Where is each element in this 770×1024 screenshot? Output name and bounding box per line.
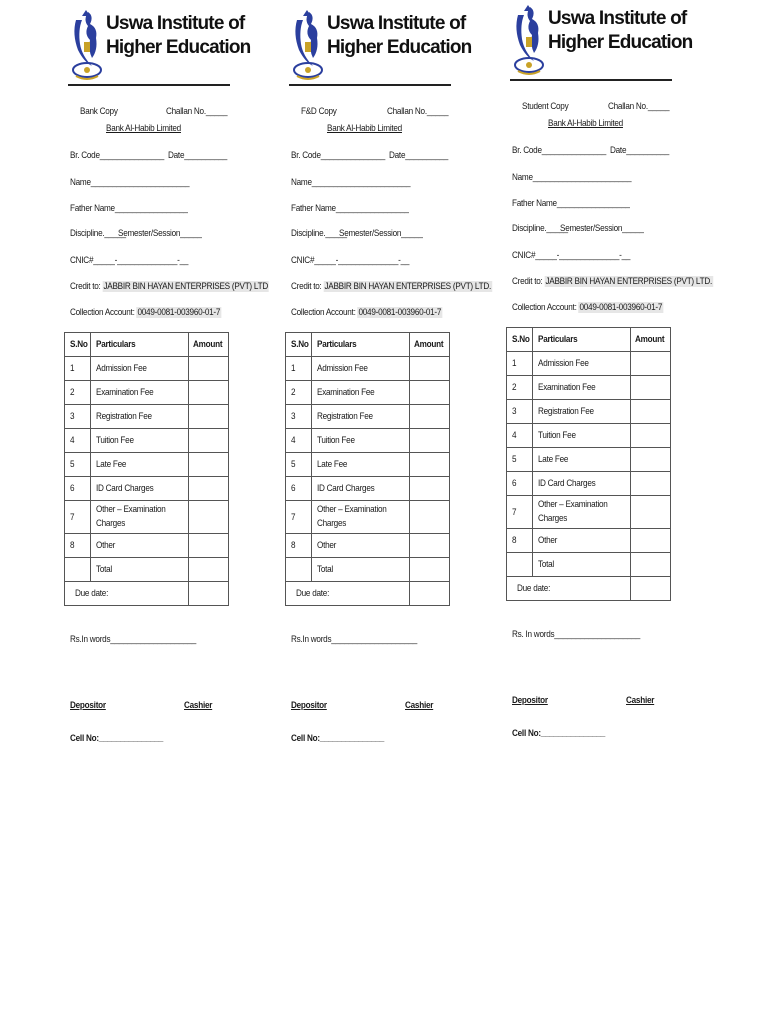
row-amount-cell[interactable] bbox=[631, 400, 670, 424]
credit-value: JABBIR BIN HAYAN ENTERPRISES (PVT) LTD. bbox=[324, 281, 491, 292]
due-date-amount-cell bbox=[631, 577, 670, 601]
row-particular bbox=[533, 376, 631, 400]
bank-name: Bank Al-Habib Limited bbox=[548, 118, 623, 129]
total-label bbox=[91, 558, 189, 582]
fee-table bbox=[64, 332, 229, 606]
row-amount-cell[interactable] bbox=[189, 477, 228, 501]
table-row bbox=[65, 405, 229, 429]
row-particular bbox=[533, 352, 631, 376]
due-date-row bbox=[507, 577, 671, 601]
row-particular-text: Admission Fee bbox=[317, 363, 369, 374]
row-sno bbox=[65, 429, 91, 453]
row-sno-text: 8 bbox=[70, 540, 75, 551]
cnic-field: CNIC#_____-______________-__ bbox=[70, 255, 189, 266]
amount-in-words: Rs. In words____________________ bbox=[512, 629, 641, 640]
institute-emblem-icon bbox=[510, 1, 548, 77]
table-row bbox=[507, 472, 671, 496]
row-sno-text: 1 bbox=[70, 363, 75, 374]
row-sno-text: 8 bbox=[291, 540, 296, 551]
due-date-label: Due date: bbox=[75, 588, 109, 599]
total-row bbox=[507, 553, 671, 577]
row-amount-cell[interactable] bbox=[189, 501, 228, 534]
institute-logo bbox=[68, 6, 251, 82]
credit-value: JABBIR BIN HAYAN ENTERPRISES (PVT) LTD bbox=[103, 281, 268, 292]
row-sno bbox=[65, 501, 91, 534]
challan-number: Challan No._____ bbox=[166, 106, 228, 117]
total-amount-cell[interactable] bbox=[410, 558, 449, 582]
semester-field: Semester/Session_____ bbox=[339, 228, 423, 239]
row-particular-text: ID Card Charges bbox=[96, 483, 154, 494]
row-particular bbox=[533, 472, 631, 496]
row-particular-text: Other – Examination Charges bbox=[538, 499, 609, 524]
table-row bbox=[507, 448, 671, 472]
row-particular-text: Late Fee bbox=[96, 459, 127, 470]
row-particular bbox=[312, 429, 410, 453]
due-date-amount-cell bbox=[410, 582, 449, 606]
header-amount-text: Amount bbox=[193, 339, 223, 350]
row-particular-text: Registration Fee bbox=[317, 411, 374, 422]
row-particular-text: Examination Fee bbox=[538, 382, 596, 393]
row-sno-text: 4 bbox=[291, 435, 296, 446]
row-amount-cell[interactable] bbox=[410, 429, 449, 453]
due-date-cell bbox=[286, 582, 410, 606]
header-amount bbox=[189, 333, 228, 357]
row-sno-text: 7 bbox=[291, 511, 296, 523]
amount-in-words: Rs.In words____________________ bbox=[70, 634, 197, 645]
discipline-field: Discipline._____ bbox=[291, 228, 347, 239]
row-particular-text: Other bbox=[538, 535, 558, 546]
row-sno bbox=[286, 405, 312, 429]
row-amount-cell[interactable] bbox=[189, 429, 228, 453]
row-sno bbox=[286, 501, 312, 534]
header-sno-text: S.No bbox=[291, 339, 309, 350]
row-sno bbox=[286, 453, 312, 477]
institute-name-line2: Higher Education bbox=[327, 37, 472, 58]
row-amount-cell[interactable] bbox=[631, 472, 670, 496]
credit-to bbox=[291, 281, 492, 292]
row-sno bbox=[65, 534, 91, 558]
row-particular bbox=[312, 405, 410, 429]
total-label-text: Total bbox=[317, 564, 334, 575]
row-particular bbox=[533, 529, 631, 553]
row-particular bbox=[533, 400, 631, 424]
header-sno bbox=[507, 328, 533, 352]
row-sno bbox=[65, 453, 91, 477]
row-particular-text: Registration Fee bbox=[96, 411, 153, 422]
table-row bbox=[286, 429, 450, 453]
row-amount-cell[interactable] bbox=[410, 501, 449, 534]
credit-to bbox=[512, 276, 713, 287]
row-sno-text: 2 bbox=[512, 382, 517, 393]
header-particulars-text: Particulars bbox=[96, 339, 136, 350]
credit-value: JABBIR BIN HAYAN ENTERPRISES (PVT) LTD. bbox=[545, 276, 712, 287]
collection-label: Collection Account: bbox=[291, 307, 356, 318]
cnic-field: CNIC#_____-______________-__ bbox=[512, 250, 631, 261]
copy-title: Bank Copy bbox=[80, 106, 118, 117]
row-particular-text: Tuition Fee bbox=[538, 430, 577, 441]
row-sno bbox=[286, 381, 312, 405]
row-particular bbox=[91, 381, 189, 405]
row-amount-cell[interactable] bbox=[189, 405, 228, 429]
institute-emblem-icon bbox=[68, 6, 106, 82]
date-field: Date__________ bbox=[168, 150, 228, 161]
row-sno-text: 1 bbox=[512, 358, 517, 369]
row-amount-cell[interactable] bbox=[189, 357, 228, 381]
row-sno bbox=[286, 477, 312, 501]
table-row bbox=[65, 357, 229, 381]
row-amount-cell[interactable] bbox=[410, 405, 449, 429]
total-label-text: Total bbox=[538, 559, 555, 570]
fee-table-body bbox=[507, 328, 671, 601]
header-particulars-text: Particulars bbox=[317, 339, 357, 350]
total-amount-cell[interactable] bbox=[631, 553, 670, 577]
row-amount-cell[interactable] bbox=[631, 496, 670, 529]
table-row bbox=[286, 534, 450, 558]
total-row bbox=[286, 558, 450, 582]
institute-name bbox=[548, 7, 693, 55]
total-row bbox=[65, 558, 229, 582]
row-sno bbox=[65, 357, 91, 381]
table-row bbox=[65, 429, 229, 453]
row-sno bbox=[507, 448, 533, 472]
row-sno-text: 6 bbox=[512, 478, 517, 489]
row-particular-text: Other bbox=[317, 540, 337, 551]
row-sno bbox=[507, 352, 533, 376]
row-particular bbox=[91, 453, 189, 477]
row-particular-text: Admission Fee bbox=[538, 358, 590, 369]
name-field: Name_______________________ bbox=[70, 177, 190, 188]
due-date-label: Due date: bbox=[296, 588, 330, 599]
row-amount-cell[interactable] bbox=[410, 477, 449, 501]
header-amount bbox=[631, 328, 670, 352]
institute-emblem-icon bbox=[289, 6, 327, 82]
row-sno-text: 2 bbox=[291, 387, 296, 398]
depositor-label: Depositor bbox=[291, 700, 327, 711]
row-amount-cell[interactable] bbox=[410, 357, 449, 381]
row-amount-cell[interactable] bbox=[410, 453, 449, 477]
row-sno bbox=[507, 424, 533, 448]
row-particular-text: Tuition Fee bbox=[317, 435, 356, 446]
row-particular bbox=[312, 501, 410, 534]
row-particular-text: Other – Examination Charges bbox=[317, 504, 388, 529]
table-row bbox=[65, 534, 229, 558]
challan-copy-3 bbox=[510, 1, 710, 761]
row-particular bbox=[312, 534, 410, 558]
header-amount-text: Amount bbox=[635, 334, 665, 345]
row-sno bbox=[65, 477, 91, 501]
header-particulars-text: Particulars bbox=[538, 334, 578, 345]
due-date-cell bbox=[507, 577, 631, 601]
table-row bbox=[286, 381, 450, 405]
table-row bbox=[507, 529, 671, 553]
row-sno bbox=[507, 472, 533, 496]
date-field: Date__________ bbox=[610, 145, 670, 156]
cnic-field: CNIC#_____-______________-__ bbox=[291, 255, 410, 266]
row-sno bbox=[65, 405, 91, 429]
challan-number: Challan No._____ bbox=[387, 106, 449, 117]
table-row bbox=[507, 352, 671, 376]
collection-value: 0049-0081-003960-01-7 bbox=[579, 302, 663, 313]
fee-table-header bbox=[286, 333, 450, 357]
row-amount-cell[interactable] bbox=[189, 453, 228, 477]
table-row bbox=[507, 400, 671, 424]
table-row bbox=[507, 424, 671, 448]
row-sno-text: 3 bbox=[291, 411, 296, 422]
total-label bbox=[533, 553, 631, 577]
row-particular bbox=[91, 477, 189, 501]
row-sno bbox=[507, 400, 533, 424]
header-particulars bbox=[312, 333, 410, 357]
row-sno-text: 6 bbox=[291, 483, 296, 494]
header-sno bbox=[65, 333, 91, 357]
table-row bbox=[65, 501, 229, 534]
row-particular bbox=[91, 534, 189, 558]
row-particular-text: Other – Examination Charges bbox=[96, 504, 167, 529]
row-sno bbox=[286, 429, 312, 453]
depositor-label: Depositor bbox=[512, 695, 548, 706]
branch-code-field: Br. Code_______________ bbox=[291, 150, 386, 161]
credit-label: Credit to: bbox=[512, 276, 543, 287]
institute-logo bbox=[510, 1, 693, 77]
total-amount-cell[interactable] bbox=[189, 558, 228, 582]
row-sno-text: 4 bbox=[70, 435, 75, 446]
collection-value: 0049-0081-003960-01-7 bbox=[358, 307, 442, 318]
date-field: Date__________ bbox=[389, 150, 449, 161]
name-field: Name_______________________ bbox=[291, 177, 411, 188]
cashier-label: Cashier bbox=[626, 695, 655, 706]
row-amount-cell[interactable] bbox=[631, 352, 670, 376]
institute-name-line2: Higher Education bbox=[106, 37, 251, 58]
fee-table bbox=[506, 327, 671, 601]
row-sno-text: 2 bbox=[70, 387, 75, 398]
discipline-field: Discipline._____ bbox=[512, 223, 568, 234]
credit-label: Credit to: bbox=[291, 281, 322, 292]
collection-account bbox=[291, 307, 442, 318]
row-particular-text: Admission Fee bbox=[96, 363, 148, 374]
total-empty-cell bbox=[286, 558, 312, 582]
row-particular-text: Examination Fee bbox=[317, 387, 375, 398]
institute-name-line1: Uswa Institute of bbox=[327, 13, 466, 34]
row-particular bbox=[312, 357, 410, 381]
fee-table bbox=[285, 332, 450, 606]
row-sno-text: 6 bbox=[70, 483, 75, 494]
header-sno-text: S.No bbox=[70, 339, 88, 350]
semester-field: Semester/Session_____ bbox=[118, 228, 202, 239]
father-name-field: Father Name_________________ bbox=[70, 203, 188, 214]
collection-label: Collection Account: bbox=[512, 302, 577, 313]
cell-number-field: Cell No:_______________ bbox=[70, 733, 164, 744]
row-sno bbox=[507, 529, 533, 553]
row-sno bbox=[507, 376, 533, 400]
table-row bbox=[286, 357, 450, 381]
institute-name-line1: Uswa Institute of bbox=[106, 13, 245, 34]
discipline-field: Discipline._____ bbox=[70, 228, 126, 239]
header-sno-text: S.No bbox=[512, 334, 530, 345]
fee-table-body bbox=[286, 333, 450, 606]
row-sno-text: 7 bbox=[70, 511, 75, 523]
total-empty-cell bbox=[507, 553, 533, 577]
total-label-text: Total bbox=[96, 564, 113, 575]
row-amount-cell[interactable] bbox=[410, 381, 449, 405]
header-divider bbox=[68, 84, 230, 86]
row-particular-text: Other bbox=[96, 540, 116, 551]
collection-label: Collection Account: bbox=[70, 307, 135, 318]
row-particular-text: Late Fee bbox=[538, 454, 569, 465]
due-date-cell bbox=[65, 582, 189, 606]
row-amount-cell[interactable] bbox=[631, 529, 670, 553]
branch-code-field: Br. Code_______________ bbox=[512, 145, 607, 156]
row-particular-text: ID Card Charges bbox=[538, 478, 596, 489]
row-particular bbox=[91, 429, 189, 453]
total-empty-cell bbox=[65, 558, 91, 582]
header-amount-text: Amount bbox=[414, 339, 444, 350]
table-row bbox=[286, 477, 450, 501]
due-date-row bbox=[286, 582, 450, 606]
institute-name-line2: Higher Education bbox=[548, 32, 693, 53]
credit-to bbox=[70, 281, 269, 292]
collection-account bbox=[70, 307, 221, 318]
row-particular-text: Late Fee bbox=[317, 459, 348, 470]
header-particulars bbox=[533, 328, 631, 352]
row-sno-text: 5 bbox=[291, 459, 296, 470]
row-amount-cell[interactable] bbox=[410, 534, 449, 558]
cashier-label: Cashier bbox=[405, 700, 434, 711]
semester-field: Semester/Session_____ bbox=[560, 223, 644, 234]
institute-name bbox=[106, 12, 251, 60]
row-sno-text: 3 bbox=[70, 411, 75, 422]
row-particular bbox=[312, 381, 410, 405]
row-sno-text: 3 bbox=[512, 406, 517, 417]
row-particular bbox=[312, 477, 410, 501]
row-particular-text: Registration Fee bbox=[538, 406, 595, 417]
father-name-field: Father Name_________________ bbox=[512, 198, 630, 209]
amount-in-words: Rs.In words____________________ bbox=[291, 634, 418, 645]
table-row bbox=[65, 477, 229, 501]
due-date-row bbox=[65, 582, 229, 606]
row-particular bbox=[91, 501, 189, 534]
header-divider bbox=[510, 79, 672, 81]
row-amount-cell[interactable] bbox=[189, 534, 228, 558]
row-amount-cell[interactable] bbox=[189, 381, 228, 405]
name-field: Name_______________________ bbox=[512, 172, 632, 183]
table-row bbox=[65, 381, 229, 405]
cell-number-field: Cell No:_______________ bbox=[291, 733, 385, 744]
fee-table-header bbox=[507, 328, 671, 352]
table-row bbox=[65, 453, 229, 477]
total-label bbox=[312, 558, 410, 582]
row-sno-text: 7 bbox=[512, 506, 517, 518]
collection-value: 0049-0081-003960-01-7 bbox=[137, 307, 221, 318]
row-sno bbox=[65, 381, 91, 405]
row-particular bbox=[312, 453, 410, 477]
copy-title: Student Copy bbox=[522, 101, 569, 112]
row-sno-text: 4 bbox=[512, 430, 517, 441]
table-row bbox=[286, 453, 450, 477]
cashier-label: Cashier bbox=[184, 700, 213, 711]
row-particular bbox=[533, 448, 631, 472]
row-amount-cell[interactable] bbox=[631, 448, 670, 472]
branch-code-field: Br. Code_______________ bbox=[70, 150, 165, 161]
row-particular bbox=[533, 424, 631, 448]
row-sno-text: 5 bbox=[70, 459, 75, 470]
fee-table-body bbox=[65, 333, 229, 606]
institute-logo bbox=[289, 6, 472, 82]
header-amount bbox=[410, 333, 449, 357]
row-amount-cell[interactable] bbox=[631, 424, 670, 448]
row-sno bbox=[507, 496, 533, 529]
due-date-amount-cell bbox=[189, 582, 228, 606]
table-row bbox=[286, 501, 450, 534]
challan-copy-1 bbox=[68, 6, 268, 766]
table-row bbox=[286, 405, 450, 429]
row-sno-text: 5 bbox=[512, 454, 517, 465]
row-amount-cell[interactable] bbox=[631, 376, 670, 400]
institute-name bbox=[327, 12, 472, 60]
row-particular-text: ID Card Charges bbox=[317, 483, 375, 494]
table-row bbox=[507, 496, 671, 529]
institute-name-line1: Uswa Institute of bbox=[548, 8, 687, 29]
depositor-label: Depositor bbox=[70, 700, 106, 711]
row-sno-text: 8 bbox=[512, 535, 517, 546]
father-name-field: Father Name_________________ bbox=[291, 203, 409, 214]
bank-name: Bank Al-Habib Limited bbox=[106, 123, 181, 134]
challan-number: Challan No._____ bbox=[608, 101, 670, 112]
bank-name: Bank Al-Habib Limited bbox=[327, 123, 402, 134]
row-sno bbox=[286, 357, 312, 381]
row-sno bbox=[286, 534, 312, 558]
table-row bbox=[507, 376, 671, 400]
collection-account bbox=[512, 302, 663, 313]
header-divider bbox=[289, 84, 451, 86]
cell-number-field: Cell No:_______________ bbox=[512, 728, 606, 739]
row-particular bbox=[91, 405, 189, 429]
row-particular-text: Tuition Fee bbox=[96, 435, 135, 446]
fee-table-header bbox=[65, 333, 229, 357]
copy-title: F&D Copy bbox=[301, 106, 337, 117]
due-date-label: Due date: bbox=[517, 583, 551, 594]
challan-copy-2 bbox=[289, 6, 489, 766]
row-sno-text: 1 bbox=[291, 363, 296, 374]
row-particular-text: Examination Fee bbox=[96, 387, 154, 398]
row-particular bbox=[91, 357, 189, 381]
row-particular bbox=[533, 496, 631, 529]
header-sno bbox=[286, 333, 312, 357]
header-particulars bbox=[91, 333, 189, 357]
credit-label: Credit to: bbox=[70, 281, 101, 292]
